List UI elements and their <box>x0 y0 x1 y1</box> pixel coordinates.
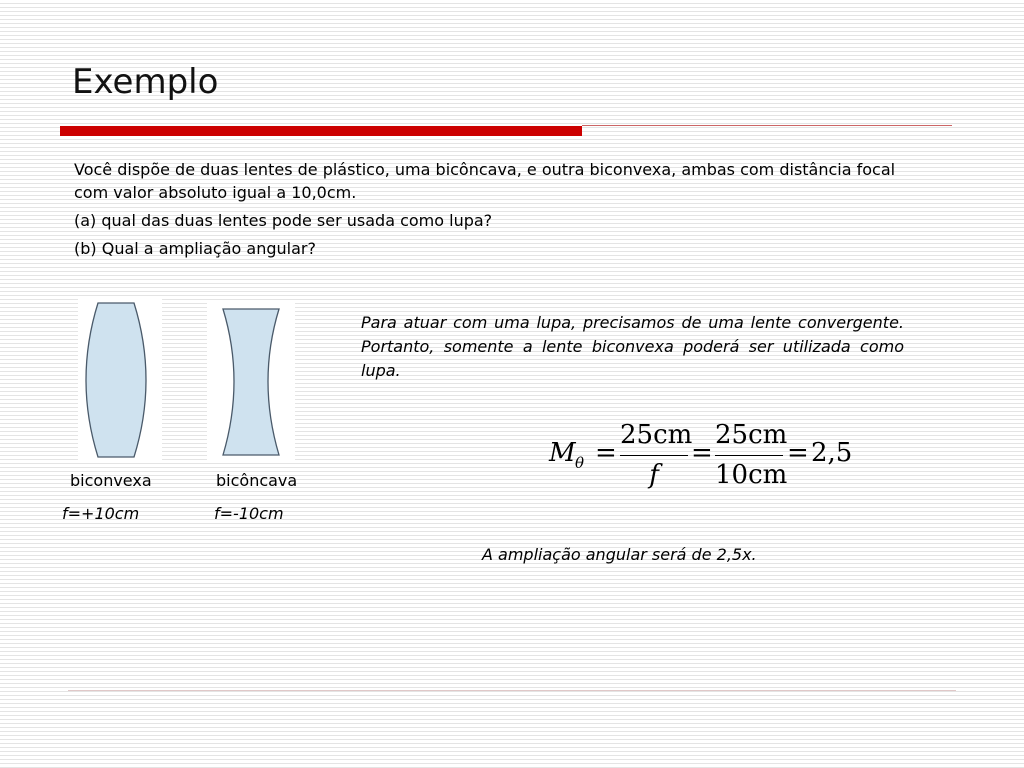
magnification-formula <box>545 420 865 495</box>
formula-M: M <box>549 438 576 468</box>
biconcave-lens-figure <box>207 303 295 463</box>
formula-frac1-bar <box>620 455 688 456</box>
formula-equals-2: = <box>691 438 713 468</box>
formula-result: 2,5 <box>811 438 853 468</box>
lens-label-biconvex: biconvexa <box>70 471 152 490</box>
formula-frac2-bar <box>715 455 783 456</box>
lens-label-biconcave: bicôncava <box>216 471 298 490</box>
slide-title: Exemplo <box>72 62 219 102</box>
focal-biconvex: f=+10cm <box>62 504 140 523</box>
question-a: (a) qual das duas lentes pode ser usada como lupa? <box>74 211 493 230</box>
conclusion-text: A ampliação angular será de 2,5x. <box>482 545 757 564</box>
formula-frac1-denominator: f <box>649 460 659 490</box>
biconvex-lens-figure <box>78 297 162 463</box>
question-b: (b) Qual a ampliação angular? <box>74 239 316 258</box>
title-accent-bar <box>60 126 582 136</box>
footer-rule <box>68 690 956 691</box>
biconcave-lens-icon <box>207 303 295 463</box>
biconvex-lens-icon <box>78 297 162 463</box>
formula-equals-1: = <box>595 438 617 468</box>
formula-frac2-denominator: 10cm <box>715 460 788 490</box>
answer-paragraph: Para atuar com uma lupa, precisamos de uma lente convergente. Portanto, somente a lente biconvexa poderá ser utilizada como lupa. <box>361 313 904 380</box>
formula-frac2-numerator: 25cm <box>715 420 788 450</box>
problem-statement <box>74 158 909 265</box>
formula-equals-3: = <box>787 438 809 468</box>
formula-theta-subscript: θ <box>575 454 585 472</box>
formula-frac1-numerator: 25cm <box>620 420 693 450</box>
focal-biconcave: f=-10cm <box>214 504 284 523</box>
problem-text: Você dispõe de duas lentes de plástico, uma bicôncava, e outra biconvexa, ambas com distância focal com valor absoluto igual a 10,0cm. <box>74 160 896 202</box>
title-thin-rule <box>582 125 952 126</box>
